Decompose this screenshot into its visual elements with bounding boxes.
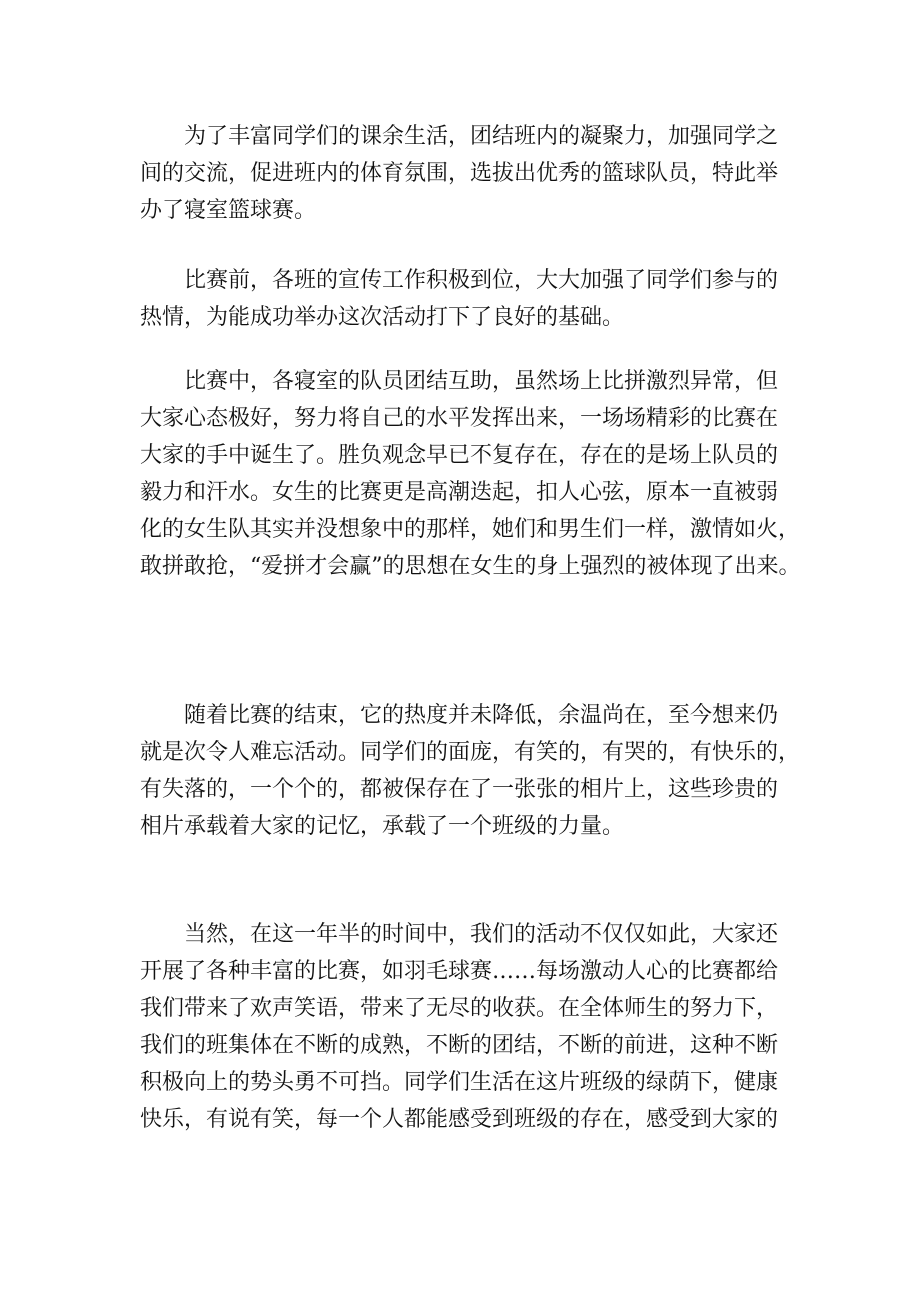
text-line: 积极向上的势头勇不可挡。同学们生活在这片班级的绿荫下，健康 <box>140 1070 779 1095</box>
paragraph-5 <box>140 916 820 1138</box>
paragraph-1 <box>140 118 820 229</box>
text-line: 快乐，有说有笑，每一个人都能感受到班级的存在，感受到大家的 <box>140 1107 779 1132</box>
text-line: 当然，在这一年半的时间中，我们的活动不仅仅如此，大家还 <box>184 922 779 947</box>
text-line: 我们的班集体在不断的成熟，不断的团结，不断的前进，这种不断 <box>140 1033 779 1058</box>
text-line: 开展了各种丰富的比赛，如羽毛球赛……每场激动人心的比赛都给 <box>140 959 779 984</box>
paragraph-3 <box>140 363 820 585</box>
paragraph-2 <box>140 262 820 336</box>
text-line: 就是次令人难忘活动。同学们的面庞，有笑的，有哭的，有快乐的， <box>140 740 801 765</box>
text-line: 有失落的，一个个的，都被保存在了一张张的相片上，这些珍贵的 <box>140 777 779 802</box>
text-line: 大家的手中诞生了。胜负观念早已不复存在，存在的是场上队员的 <box>140 443 779 468</box>
text-line: 为了丰富同学们的课余生活，团结班内的凝聚力，加强同学之 <box>184 124 779 149</box>
text-line: 随着比赛的结束，它的热度并未降低，余温尚在，至今想来仍 <box>184 703 779 728</box>
text-line: 间的交流，促进班内的体育氛围，选拔出优秀的篮球队员，特此举 <box>140 161 779 186</box>
text-line: 大家心态极好，努力将自己的水平发挥出来，一场场精彩的比赛在 <box>140 406 779 431</box>
paragraph-4 <box>140 697 820 845</box>
text-line: 相片承载着大家的记忆，承载了一个班级的力量。 <box>140 814 625 839</box>
text-line: 比赛前，各班的宣传工作积极到位，大大加强了同学们参与的 <box>184 268 779 293</box>
text-line: 我们带来了欢声笑语，带来了无尽的收获。在全体师生的努力下， <box>140 996 779 1021</box>
text-line: 化的女生队其实并没想象中的那样，她们和男生们一样，激情如火， <box>140 517 801 542</box>
text-line: 比赛中，各寝室的队员团结互助，虽然场上比拼激烈异常，但 <box>184 369 779 394</box>
text-line: 毅力和汗水。女生的比赛更是高潮迭起，扣人心弦，原本一直被弱 <box>140 480 779 505</box>
text-line: 敢拼敢抢，“爱拼才会赢”的思想在女生的身上强烈的被体现了出来。 <box>140 554 801 579</box>
text-line: 热情，为能成功举办这次活动打下了良好的基础。 <box>140 305 625 330</box>
text-line: 办了寝室篮球赛。 <box>140 198 317 223</box>
